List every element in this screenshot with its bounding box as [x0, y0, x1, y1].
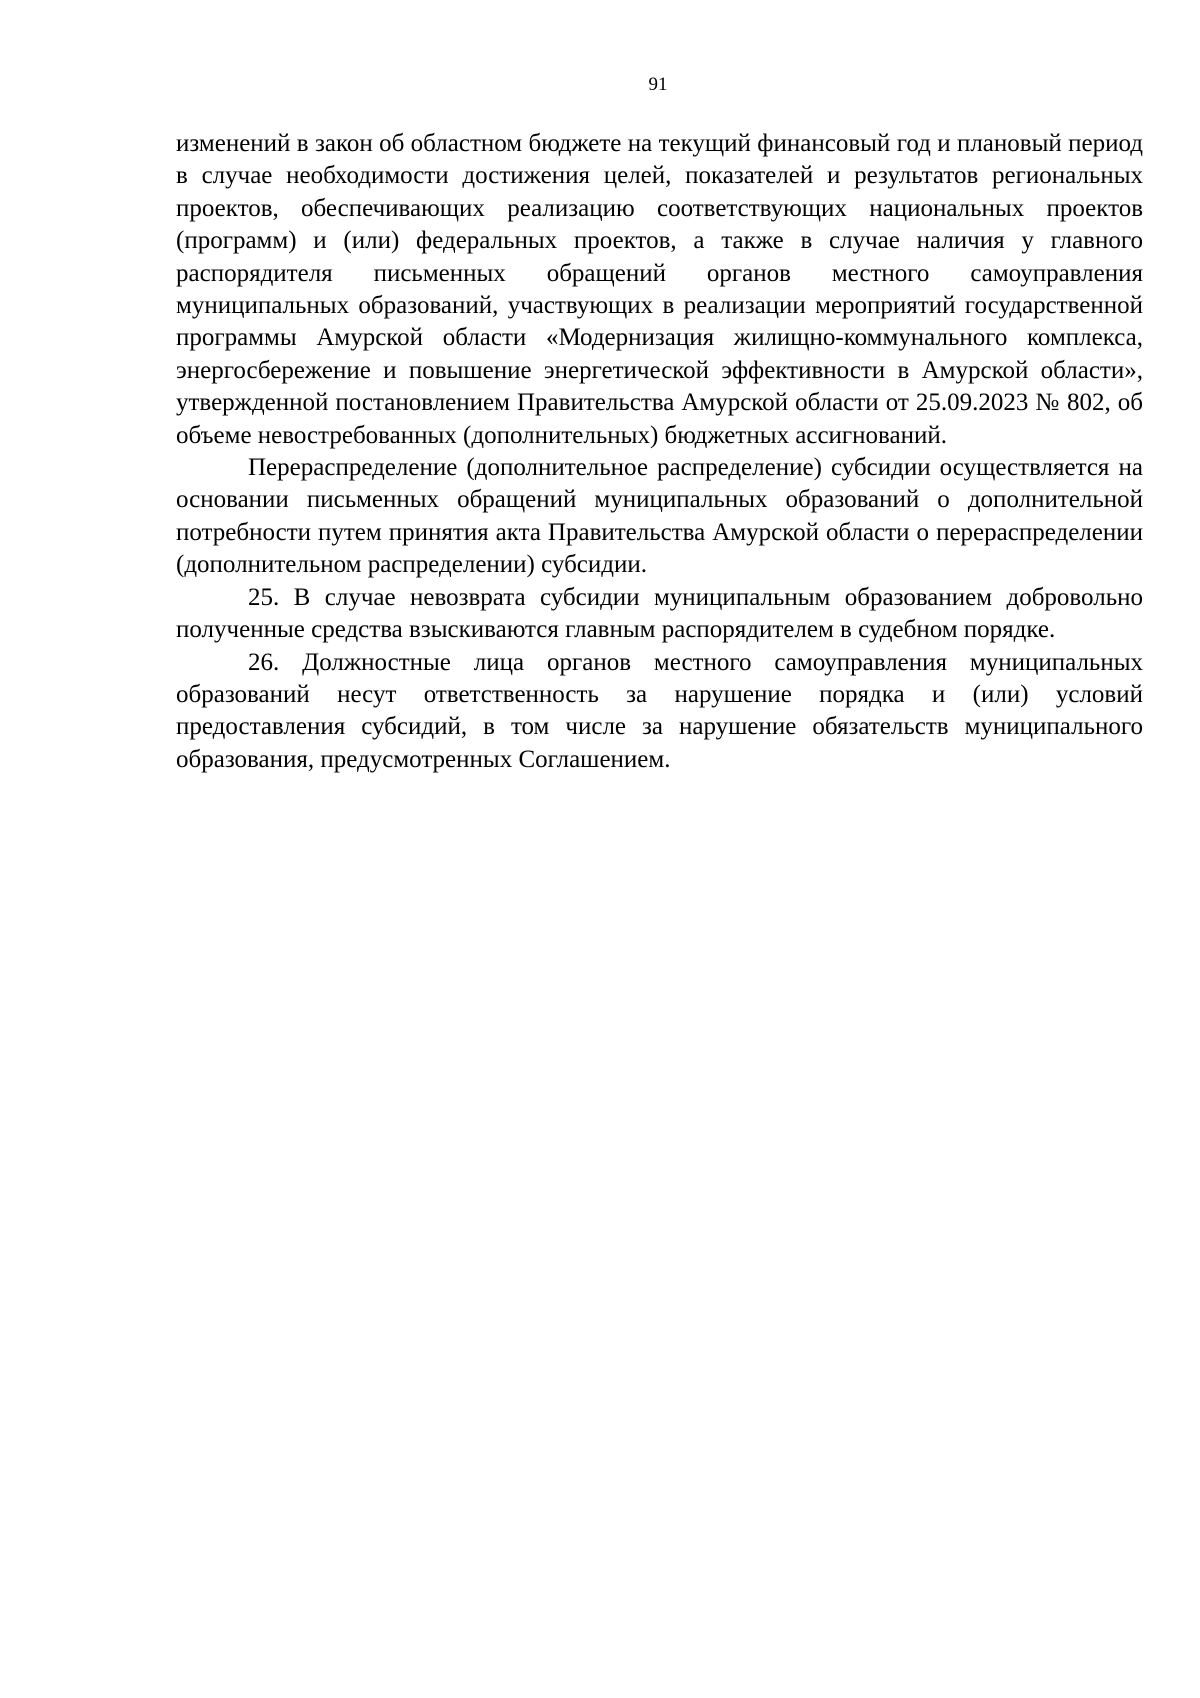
paragraph-item-26: 26. Должностные лица органов местного самоуправления муниципальных образований несут ответственность за нарушение порядка и (или) условий предоставления субсидий, в том числе за нарушение обязательств муниципального образования, предусмотренных Соглашением. — [176, 648, 1143, 773]
paragraph-item-25: 25. В случае невозврата субсидии муниципальным образованием добровольно полученные средства взыскиваются главным распорядителем в судебном порядке. — [176, 583, 1143, 644]
page-number: 91 — [648, 74, 668, 95]
paragraph-continuation: изменений в закон об областном бюджете на текущий финансовый год и плановый период в случае необходимости достижения целей, показателей и результатов региональных проектов, обеспечивающих реализацию соответствующих национальных проектов (программ) и (или) федеральных проектов, а также в случае наличия у главного распорядителя письменных обращений органов местного самоуправления муниципальных образований, участвующих в реализации мероприятий государственной программы Амурской области «Модернизация жилищно-коммунального комплекса, энергосбережение и повышение энергетической эффективности в Амурской области», утвержденной постановлением Правительства Амурской области от 25.09.2023 № 802, об объеме невостребованных (дополнительных) бюджетных ассигнований. — [176, 130, 1143, 449]
document-body — [176, 128, 1143, 776]
paragraph-redistribution: Перераспределение (дополнительное распределение) субсидии осуществляется на основании письменных обращений муниципальных образований о дополнительной потребности путем принятия акта Правительства Амурской области о перераспределении (дополнительном распределении) субсидии. — [176, 454, 1143, 579]
